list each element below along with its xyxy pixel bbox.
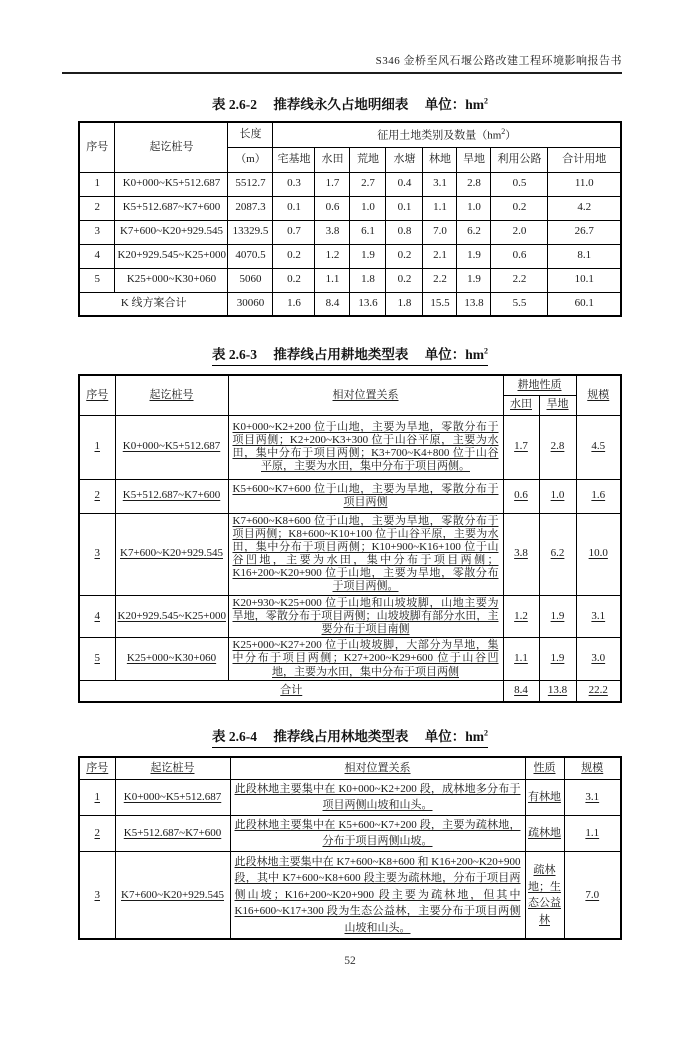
report-header-title: S346 金桥至风石堰公路改建工程环境影响报告书: [375, 55, 622, 67]
table-cell: 2.2: [423, 268, 457, 292]
t3-caption: [0, 725, 700, 748]
caption-label: 表 2.6-2: [211, 97, 257, 112]
table-cell: 此段林地主要集中在 K5+600~K7+200 段，主要为疏林地，分布于项目两侧山坡。: [230, 815, 525, 851]
column-header: 林地: [423, 147, 457, 172]
table-cell: K25+000~K27+200 位于山坡坡脚，大部分为旱地，集中分布于项目两侧；K27+200~K29+600 位于山谷凹地，主要为水田，集中分布于项目两侧: [228, 638, 503, 681]
table-row: [79, 513, 621, 595]
table-cell: 60.1: [548, 292, 621, 316]
table-cell: K0+000~K5+512.687: [115, 779, 230, 815]
table-cell: 1.9: [539, 595, 576, 638]
table-cell: 1.6: [273, 292, 315, 316]
table-cell: K0+000~K5+512.687: [115, 172, 228, 196]
table-cell: 0.2: [386, 244, 423, 268]
table-cell: 0.5: [491, 172, 548, 196]
table-cell: 3: [79, 513, 115, 595]
column-header: 水田: [503, 395, 539, 415]
column-header-group: 耕地性质: [503, 375, 576, 395]
table-cell: 1.9: [457, 268, 491, 292]
table-cell: 0.2: [273, 268, 315, 292]
table-cell: 此段林地主要集中在 K7+600~K8+600 和 K16+200~K20+900 段，其中 K7+600~K8+600 段主要为疏林地，分布于项目两侧山坡；K16+200~K20+900 段主要为疏林地，但其中 K16+600~K17+300 段为生态公益林，主要分布于项目两侧山坡和山头。: [230, 851, 525, 939]
table-cell: 0.1: [273, 196, 315, 220]
table-cell: 3: [79, 220, 115, 244]
column-header: 水塘: [386, 147, 423, 172]
total-row: [79, 292, 621, 316]
table-cell: 8.4: [315, 292, 350, 316]
table-row: [79, 196, 621, 220]
t2-caption: [0, 343, 700, 366]
table-cell: 3.8: [503, 513, 539, 595]
table-cell: 2: [79, 196, 115, 220]
column-header: 旱地: [539, 395, 576, 415]
column-header: 性质: [525, 757, 564, 779]
table-cell: 2.2: [491, 268, 548, 292]
column-header: 起讫桩号: [115, 375, 228, 415]
table-cell: K5+600~K7+600 位于山地，主要为旱地，零散分布于项目两侧: [228, 479, 503, 513]
table-cell: 3.1: [576, 595, 621, 638]
table-cell: K7+600~K20+929.545: [115, 851, 230, 939]
table-cell: K20+929.545~K25+000: [115, 595, 228, 638]
table-cell: 1.1: [503, 638, 539, 681]
table-cell: 4: [79, 595, 115, 638]
table-cell: 1.9: [539, 638, 576, 681]
table-cell: 4070.5: [228, 244, 273, 268]
caption-unit: 单位：$hm^2$: [424, 346, 488, 362]
table-cell: 2.0: [491, 220, 548, 244]
table-cell: 2087.3: [228, 196, 273, 220]
table-cell: 0.6: [491, 244, 548, 268]
table-header-row: [79, 122, 621, 147]
column-header: 序号: [79, 375, 115, 415]
table-cell: 2: [79, 815, 115, 851]
table-cell: 0.1: [386, 196, 423, 220]
table-cell: 2.8: [539, 415, 576, 479]
table-cell: 1.8: [350, 268, 386, 292]
table-cell: 1.8: [386, 292, 423, 316]
page-number: 52: [344, 955, 356, 968]
column-header: 旱地: [457, 147, 491, 172]
column-header: 合计用地: [548, 147, 621, 172]
table-cell: 3.1: [423, 172, 457, 196]
caption-label: 表 2.6-3: [211, 347, 257, 362]
column-header: 规模: [576, 375, 621, 415]
table-row: [79, 851, 621, 939]
table-cell: 1.2: [503, 595, 539, 638]
table-cell: 1.0: [539, 479, 576, 513]
table-cell: K 线方案合计: [79, 292, 228, 316]
table-cell: 0.4: [386, 172, 423, 196]
table-cell: 7.0: [564, 851, 621, 939]
table-row: [79, 415, 621, 479]
column-header: 水田: [315, 147, 350, 172]
table-cell: 26.7: [548, 220, 621, 244]
column-header: 序号: [79, 122, 115, 172]
table-cell: K20+930~K25+000 位于山地和山坡坡脚，山地主要为旱地，零散分布于项目两侧；山坡坡脚有部分水田，主要分布于项目南侧: [228, 595, 503, 638]
table-cell: 1.9: [350, 244, 386, 268]
table-cell: 15.5: [423, 292, 457, 316]
table-cell: 6.2: [457, 220, 491, 244]
table-row: [79, 779, 621, 815]
permanent-land-table: [78, 121, 622, 317]
table-cell: 3.8: [315, 220, 350, 244]
column-header: 相对位置关系: [228, 375, 503, 415]
column-header: 长度: [228, 122, 273, 147]
table-cell: 1.6: [576, 479, 621, 513]
table-cell: K25+000~K30+060: [115, 638, 228, 681]
table-cell: 合计: [79, 680, 503, 702]
table-row: [79, 815, 621, 851]
table-cell: K7+600~K8+600 位于山地，主要为旱地，零散分布于项目两侧；K8+600~K10+100 位于山谷平原，主要为水田，集中分布于项目两侧；K10+900~K16+100 位于山谷凹地，主要为水田，集中分布于项目两侧；K16+200~K20+900 位于山地，主要为旱地，零散分布于项目两侧。: [228, 513, 503, 595]
table-cell: 13329.5: [228, 220, 273, 244]
table-cell: 0.2: [386, 268, 423, 292]
table-cell: 0.7: [273, 220, 315, 244]
table-row: [79, 220, 621, 244]
table-cell: 1: [79, 172, 115, 196]
table-cell: K7+600~K20+929.545: [115, 220, 228, 244]
table-cell: 13.8: [539, 680, 576, 702]
table-cell: K25+000~K30+060: [115, 268, 228, 292]
column-header: 利用公路: [491, 147, 548, 172]
table-cell: 1: [79, 415, 115, 479]
table-header-row: [79, 375, 621, 395]
table-row: [79, 479, 621, 513]
table-cell: 10.1: [548, 268, 621, 292]
farmland-type-table: [78, 374, 622, 703]
table-cell: 1.7: [503, 415, 539, 479]
table-header-row: [79, 757, 621, 779]
header-rule: [62, 72, 622, 74]
table-cell: 1.1: [564, 815, 621, 851]
table-cell: 22.2: [576, 680, 621, 702]
table-cell: 1.0: [350, 196, 386, 220]
table-cell: 0.2: [273, 244, 315, 268]
caption-label: 表 2.6-4: [211, 729, 257, 745]
column-header-group: 征用土地类别及数量$(hm^2)$: [273, 122, 621, 147]
table-cell: 5: [79, 638, 115, 681]
column-header: 荒地: [350, 147, 386, 172]
table-cell: 1.7: [315, 172, 350, 196]
t1-caption: [0, 93, 700, 113]
table-cell: 1.0: [457, 196, 491, 220]
table-row: [79, 638, 621, 681]
table-cell: 4.5: [576, 415, 621, 479]
table-cell: 13.6: [350, 292, 386, 316]
table-cell: 6.1: [350, 220, 386, 244]
column-header: 宅基地: [273, 147, 315, 172]
table-cell: 疏林地: [525, 815, 564, 851]
column-header: 序号: [79, 757, 115, 779]
table-row: [79, 172, 621, 196]
table-cell: 0.8: [386, 220, 423, 244]
table-cell: 0.6: [315, 196, 350, 220]
table-cell: 8.4: [503, 680, 539, 702]
caption-title: 推荐线永久占地明细表: [273, 97, 409, 112]
table-cell: 13.8: [457, 292, 491, 316]
table-cell: 1.1: [315, 268, 350, 292]
table-cell: 有林地: [525, 779, 564, 815]
table-cell: 3.0: [576, 638, 621, 681]
table-cell: K5+512.687~K7+600: [115, 815, 230, 851]
table-cell: 1: [79, 779, 115, 815]
table-cell: K5+512.687~K7+600: [115, 196, 228, 220]
table-cell: 2.1: [423, 244, 457, 268]
column-header: 规模: [564, 757, 621, 779]
table-cell: 此段林地主要集中在 K0+000~K2+200 段，成林地多分布于项目两侧山坡和山头。: [230, 779, 525, 815]
table-cell: 10.0: [576, 513, 621, 595]
table-cell: 5: [79, 268, 115, 292]
table-cell: 5512.7: [228, 172, 273, 196]
table-cell: 11.0: [548, 172, 621, 196]
table-cell: 1.2: [315, 244, 350, 268]
table-row: [79, 595, 621, 638]
column-header: 起讫桩号: [115, 122, 228, 172]
table-cell: K0+000~K2+200 位于山地，主要为旱地，零散分布于项目两侧；K2+200~K3+300 位于山谷平原，主要为水田，集中分布于项目两侧；K3+700~K4+800 位于山谷平原，主要为水田，集中分布于项目两侧。: [228, 415, 503, 479]
table-cell: K20+929.545~K25+000: [115, 244, 228, 268]
table-cell: 7.0: [423, 220, 457, 244]
table-cell: 0.2: [491, 196, 548, 220]
table-cell: K7+600~K20+929.545: [115, 513, 228, 595]
caption-unit: 单位：$hm^2$: [424, 728, 488, 745]
table-cell: 0.6: [503, 479, 539, 513]
table-cell: 4: [79, 244, 115, 268]
table-cell: 2.7: [350, 172, 386, 196]
table-cell: 3.1: [564, 779, 621, 815]
table-cell: 1.9: [457, 244, 491, 268]
table-cell: 4.2: [548, 196, 621, 220]
caption-unit: 单位：$hm^2$: [424, 96, 488, 112]
table-cell: 0.3: [273, 172, 315, 196]
table-cell: 8.1: [548, 244, 621, 268]
caption-title: 推荐线占用林地类型表: [273, 729, 409, 745]
column-header: 起讫桩号: [115, 757, 230, 779]
column-header: （m）: [228, 147, 273, 172]
forest-type-table: [78, 756, 622, 940]
table-cell: K0+000~K5+512.687: [115, 415, 228, 479]
table-row: [79, 268, 621, 292]
table-cell: 5.5: [491, 292, 548, 316]
table-cell: 30060: [228, 292, 273, 316]
table-cell: 1.1: [423, 196, 457, 220]
table-cell: K5+512.687~K7+600: [115, 479, 228, 513]
caption-title: 推荐线占用耕地类型表: [273, 347, 409, 362]
table-cell: 疏林地；生态公益林: [525, 851, 564, 939]
table-cell: 3: [79, 851, 115, 939]
column-header: 相对位置关系: [230, 757, 525, 779]
table-row: [79, 244, 621, 268]
table-cell: 2: [79, 479, 115, 513]
table-cell: 2.8: [457, 172, 491, 196]
table-cell: 6.2: [539, 513, 576, 595]
table-cell: 5060: [228, 268, 273, 292]
total-row: [79, 680, 621, 702]
